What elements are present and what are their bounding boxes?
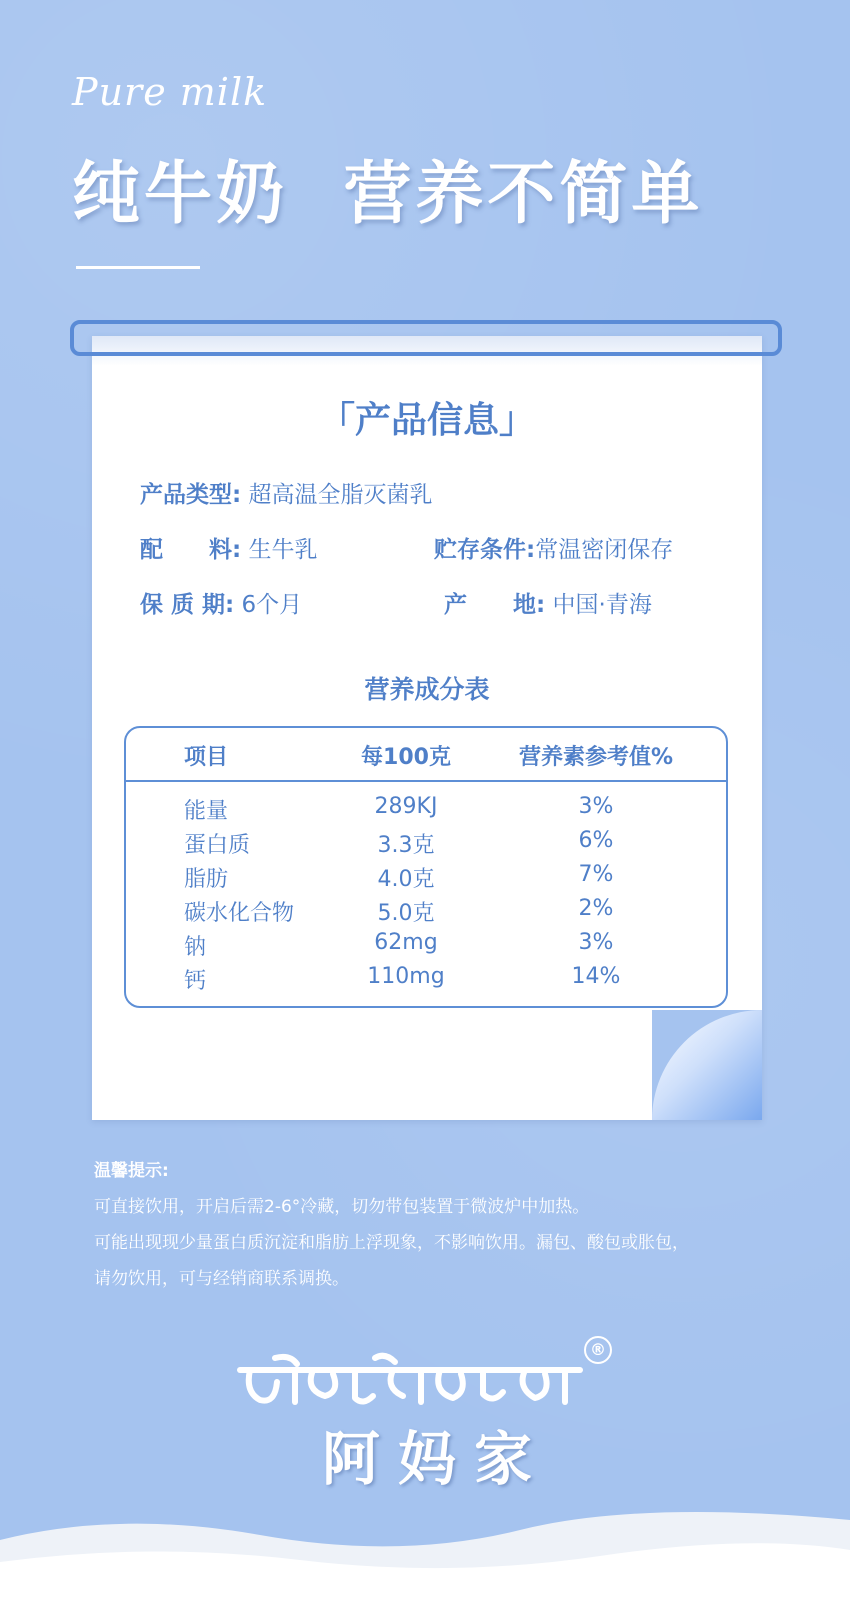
tips-heading: 温馨提示: bbox=[94, 1161, 169, 1181]
page-title: 纯牛奶 营养不简单 bbox=[72, 155, 704, 234]
table-row bbox=[126, 964, 726, 998]
registered-mark-icon: ® bbox=[584, 1336, 612, 1364]
cell-per100g: 4.0克 bbox=[377, 867, 435, 892]
column-header-per100g: 每100克 bbox=[361, 745, 451, 770]
info-ingredients bbox=[140, 531, 318, 564]
table-header bbox=[126, 728, 726, 782]
column-header-item: 项目 bbox=[184, 745, 229, 770]
info-product-type bbox=[140, 476, 433, 509]
info-label: 保 质 期: bbox=[140, 592, 235, 618]
table-row bbox=[126, 896, 726, 930]
cell-nrv: 2% bbox=[578, 896, 614, 921]
cell-per100g: 3.3克 bbox=[377, 833, 435, 858]
cell-item: 钙 bbox=[184, 969, 207, 994]
info-value: 生牛乳 bbox=[248, 537, 318, 563]
title-divider bbox=[76, 266, 200, 269]
cell-nrv: 6% bbox=[578, 828, 614, 853]
nutrition-table bbox=[124, 726, 728, 1008]
cell-nrv: 7% bbox=[578, 862, 614, 887]
table-row bbox=[126, 930, 726, 964]
info-origin bbox=[444, 586, 652, 619]
tip-line: 请勿饮用，可与经销商联系调换。 bbox=[94, 1269, 349, 1289]
info-value: 常温密闭保存 bbox=[535, 537, 674, 563]
cell-item: 能量 bbox=[184, 799, 229, 824]
cell-per100g: 62mg bbox=[374, 930, 438, 955]
column-header-nrv: 营养素参考值% bbox=[518, 745, 674, 770]
info-value: 超高温全脂灭菌乳 bbox=[248, 482, 433, 508]
script-title: Pure milk bbox=[72, 70, 268, 114]
tip-line: 可直接饮用，开启后需2-6°冷藏，切勿带包装置于微波炉中加热。 bbox=[94, 1197, 590, 1217]
milk-wave bbox=[0, 1490, 850, 1600]
nutrition-table-title: 营养成分表 bbox=[364, 675, 490, 704]
info-label: 配 料: bbox=[140, 537, 242, 563]
cell-nrv: 14% bbox=[571, 964, 621, 989]
cell-item: 碳水化合物 bbox=[184, 901, 295, 926]
info-label: 产品类型: bbox=[140, 482, 242, 508]
cell-nrv: 3% bbox=[578, 930, 614, 955]
cell-nrv: 3% bbox=[578, 794, 614, 819]
tip-line: 可能出现现少量蛋白质沉淀和脂肪上浮现象，不影响饮用。漏包、酸包或胀包， bbox=[94, 1233, 689, 1253]
cell-item: 钠 bbox=[184, 935, 207, 960]
table-row bbox=[126, 862, 726, 896]
page-curl bbox=[652, 1010, 762, 1120]
cell-item: 脂肪 bbox=[184, 867, 229, 892]
cell-per100g: 289KJ bbox=[374, 794, 438, 819]
cell-per100g: 110mg bbox=[367, 964, 445, 989]
scroll-roller bbox=[70, 320, 782, 356]
table-row bbox=[126, 828, 726, 862]
info-value: 6个月 bbox=[241, 592, 303, 618]
brand-tibetan-logo bbox=[235, 1352, 585, 1412]
cell-item: 蛋白质 bbox=[184, 833, 251, 858]
brand-name: 阿妈家 bbox=[322, 1425, 551, 1493]
product-info-card bbox=[92, 336, 762, 1120]
card-heading: 「产品信息」 bbox=[318, 400, 535, 441]
cell-per100g: 5.0克 bbox=[377, 901, 435, 926]
info-value: 中国·青海 bbox=[552, 592, 652, 618]
table-row bbox=[126, 794, 726, 828]
info-storage bbox=[434, 531, 673, 564]
info-label: 产 地: bbox=[444, 592, 546, 618]
info-label: 贮存条件: bbox=[434, 537, 536, 563]
info-shelf-life bbox=[140, 586, 302, 619]
